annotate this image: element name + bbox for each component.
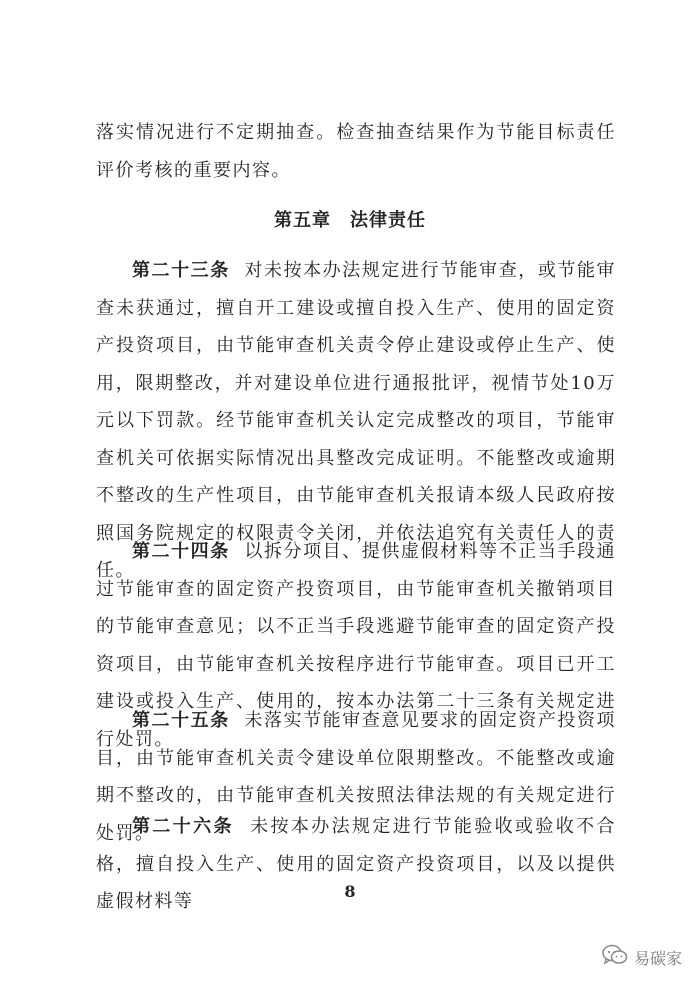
article-text: 对未按本办法规定进行节能审查，或节能审查未获通过，擅自开工建设或擅自投入生产、使用的固定资产投资项目，由节能审查机关责令停止建设或停止生产、使用，限期整改，并对建设单位进行通报批评，视情节处10万元以下罚款。经节能审查机关认定完成整改的项目，节能审查机关可依据实际情况出具整改完成证明。不能整改或逾期不整改的生产性项目，由节能审查机关报请本级人民政府按照国务院规定的权限责令关闭，并依法追究有关责任人的责任。 xyxy=(96,260,617,581)
article-number: 第二十六条 xyxy=(132,816,234,837)
article-26 xyxy=(96,808,616,921)
article-number: 第二十五条 xyxy=(132,710,230,731)
article-number: 第二十三条 xyxy=(132,260,230,281)
wechat-icon xyxy=(602,944,628,970)
page-number: 8 xyxy=(344,882,356,901)
article-number: 第二十四条 xyxy=(132,541,230,562)
article-text: 未落实节能审查意见要求的固定资产投资项目，由节能审查机关责令建设单位限期整改。不能整改或逾期不整改的，由节能审查机关按照法律法规的有关规定进行处罚。 xyxy=(96,710,617,844)
article-text: 未按本办法规定进行节能验收或验收不合格，擅自投入生产、使用的固定资产投资项目，以及以提供虚假材料等 xyxy=(96,816,617,912)
watermark-label: 易碳家 xyxy=(633,948,682,968)
source-watermark xyxy=(602,944,682,970)
chapter-title: 第五章 法律责任 xyxy=(274,210,426,231)
article-text: 以拆分项目、提供虚假材料等不正当手段通过节能审查的固定资产投资项目，由节能审查机关撤销项目的节能审查意见；以不正当手段逃避节能审查的固定资产投资项目，由节能审查机关按程序进行节能审查。项目已开工建设或投入生产、使用的，按本办法第二十三条有关规定进行处罚。 xyxy=(96,541,617,750)
continuation-paragraph: 落实情况进行不定期抽查。检查抽查结果作为节能目标责任评价考核的重要内容。 xyxy=(96,122,616,181)
